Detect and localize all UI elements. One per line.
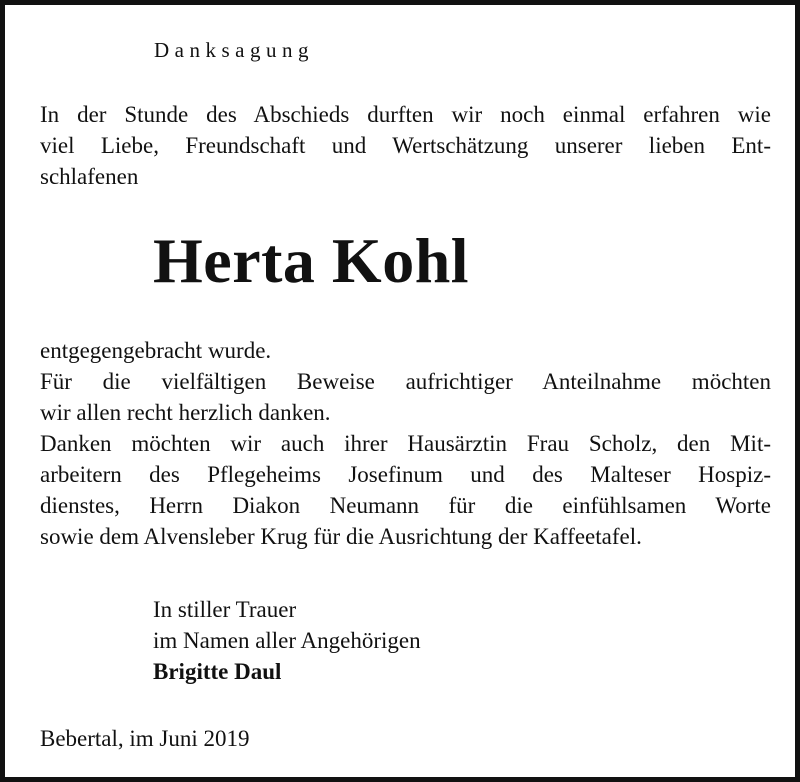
- intro-line: viel Liebe, Freundschaft und Wertschätzung unserer lieben Ent-: [40, 133, 771, 158]
- signature-block: [153, 594, 421, 687]
- notice-heading: Danksagung: [154, 38, 314, 62]
- body-line: sowie dem Alvensleber Krug für die Ausrichtung der Kaffeetafel.: [40, 524, 642, 549]
- body-line: arbeitern des Pflegeheims Josefinum und des Malteser Hospiz-: [40, 462, 771, 487]
- signature-line: im Namen aller Angehörigen: [153, 628, 421, 653]
- deceased-name: Herta Kohl: [153, 225, 470, 296]
- body-line: wir allen recht herzlich danken.: [40, 400, 331, 425]
- place-date: Bebertal, im Juni 2019: [40, 726, 250, 751]
- body-line: Danken möchten wir auch ihrer Hausärztin Frau Scholz, den Mit-: [40, 431, 771, 456]
- body-line: entgegengebracht wurde.: [40, 338, 272, 363]
- body-paragraph: [40, 335, 771, 552]
- intro-line: schlafenen: [40, 164, 139, 189]
- signer-name: Brigitte Daul: [153, 659, 282, 684]
- body-line: dienstes, Herrn Diakon Neumann für die einfühlsamen Worte: [40, 493, 771, 518]
- intro-paragraph: [40, 99, 771, 192]
- signature-line: In stiller Trauer: [153, 597, 297, 622]
- intro-line: In der Stunde des Abschieds durften wir noch einmal erfahren wie: [40, 102, 771, 127]
- body-line: Für die vielfältigen Beweise aufrichtiger Anteilnahme möchten: [40, 369, 771, 394]
